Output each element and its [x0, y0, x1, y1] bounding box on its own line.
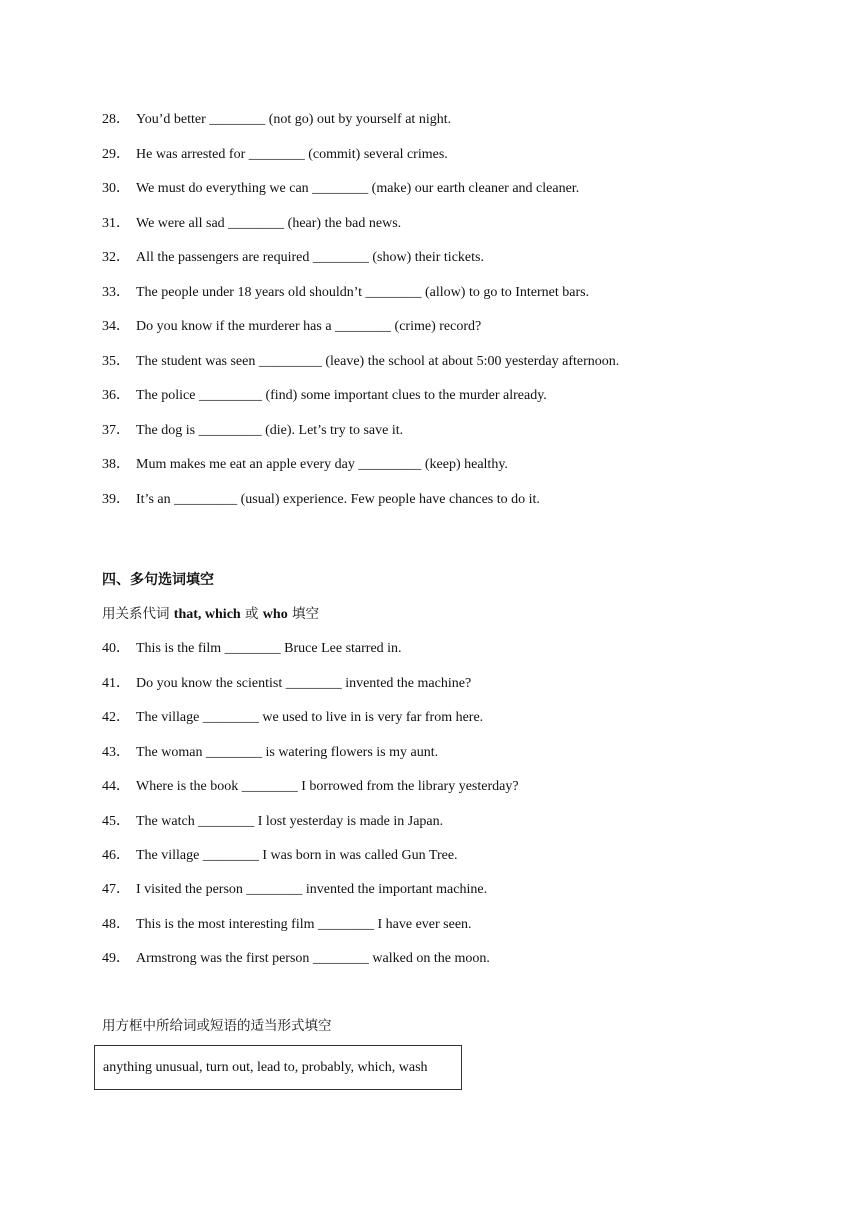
- question-text: Mum makes me eat an apple every day _________ (keep) healthy.: [136, 457, 508, 472]
- question-49: [102, 950, 490, 968]
- question-number: 37．: [102, 423, 130, 438]
- question-text: All the passengers are required ________ (show) their tickets.: [136, 250, 484, 265]
- question-number: 28．: [102, 112, 130, 127]
- word-box: [94, 1045, 462, 1090]
- section-instruction: [102, 605, 319, 624]
- instruction-mid: 或: [240, 606, 263, 622]
- question-text: Do you know if the murderer has a ________ (crime) record?: [136, 319, 482, 334]
- question-text: Do you know the scientist ________ invented the machine?: [136, 676, 472, 691]
- question-number: 46．: [102, 848, 130, 863]
- question-text: He was arrested for ________ (commit) several crimes.: [136, 147, 448, 162]
- question-text: We must do everything we can ________ (make) our earth cleaner and cleaner.: [136, 181, 580, 196]
- question-number: 35．: [102, 354, 130, 369]
- question-33: [102, 284, 589, 302]
- question-number: 39．: [102, 492, 130, 507]
- question-number: 31．: [102, 216, 130, 231]
- question-29: [102, 146, 448, 164]
- section-heading: 四、多句选词填空: [102, 572, 214, 588]
- question-text: I visited the person ________ invented the important machine.: [136, 882, 488, 897]
- question-text: We were all sad ________ (hear) the bad news.: [136, 216, 402, 231]
- question-text: This is the most interesting film ________ I have ever seen.: [136, 917, 472, 932]
- question-45: [102, 813, 443, 831]
- question-text: Where is the book ________ I borrowed from the library yesterday?: [136, 779, 519, 794]
- question-text: It’s an _________ (usual) experience. Few people have chances to do it.: [136, 492, 540, 507]
- question-number: 42．: [102, 710, 130, 725]
- question-text: The dog is _________ (die). Let’s try to save it.: [136, 423, 404, 438]
- question-number: 40．: [102, 641, 130, 656]
- question-text: The woman ________ is watering flowers is my aunt.: [136, 745, 439, 760]
- question-number: 47．: [102, 882, 130, 897]
- question-30: [102, 180, 579, 198]
- question-number: 33．: [102, 285, 130, 300]
- question-text: The student was seen _________ (leave) the school at about 5:00 yesterday afternoon.: [136, 354, 620, 369]
- question-35: [102, 353, 619, 371]
- question-28: [102, 111, 451, 129]
- question-text: The people under 18 years old shouldn’t ________ (allow) to go to Internet bars.: [136, 285, 590, 300]
- question-text: The watch ________ I lost yesterday is made in Japan.: [136, 814, 444, 829]
- question-text: The village ________ I was born in was called Gun Tree.: [136, 848, 458, 863]
- instruction-keywords-2: who: [262, 607, 288, 622]
- question-36: [102, 387, 547, 405]
- question-48: [102, 916, 472, 934]
- question-text: You’d better ________ (not go) out by yourself at night.: [136, 112, 452, 127]
- question-44: [102, 778, 519, 796]
- question-number: 29．: [102, 147, 130, 162]
- instruction-prefix: 用关系代词: [102, 606, 174, 622]
- question-number: 32．: [102, 250, 130, 265]
- question-46: [102, 847, 458, 865]
- question-number: 49．: [102, 951, 130, 966]
- question-32: [102, 249, 484, 267]
- question-number: 30．: [102, 181, 130, 196]
- question-37: [102, 422, 403, 440]
- question-39: [102, 491, 540, 509]
- question-number: 45．: [102, 814, 130, 829]
- instruction-2-text: 用方框中所给词或短语的适当形式填空: [102, 1018, 332, 1034]
- question-text: The village ________ we used to live in is very far from here.: [136, 710, 484, 725]
- question-text: This is the film ________ Bruce Lee starred in.: [136, 641, 402, 656]
- question-number: 48．: [102, 917, 130, 932]
- instruction-keywords-1: that, which: [173, 607, 241, 622]
- question-31: [102, 215, 401, 233]
- question-41: [102, 675, 471, 693]
- question-number: 44．: [102, 779, 130, 794]
- word-box-text: anything unusual, turn out, lead to, probably, which, wash: [103, 1060, 428, 1075]
- question-number: 36．: [102, 388, 130, 403]
- question-number: 34．: [102, 319, 130, 334]
- question-34: [102, 318, 481, 336]
- question-47: [102, 881, 487, 899]
- question-38: [102, 456, 508, 474]
- question-number: 43．: [102, 745, 130, 760]
- question-42: [102, 709, 483, 727]
- section-instruction-2: [102, 1017, 332, 1036]
- question-text: The police _________ (find) some important clues to the murder already.: [136, 388, 547, 403]
- instruction-suffix: 填空: [287, 606, 319, 622]
- question-text: Armstrong was the first person ________ walked on the moon.: [136, 951, 490, 966]
- question-43: [102, 744, 438, 762]
- question-number: 41．: [102, 676, 130, 691]
- question-number: 38．: [102, 457, 130, 472]
- question-40: [102, 640, 402, 658]
